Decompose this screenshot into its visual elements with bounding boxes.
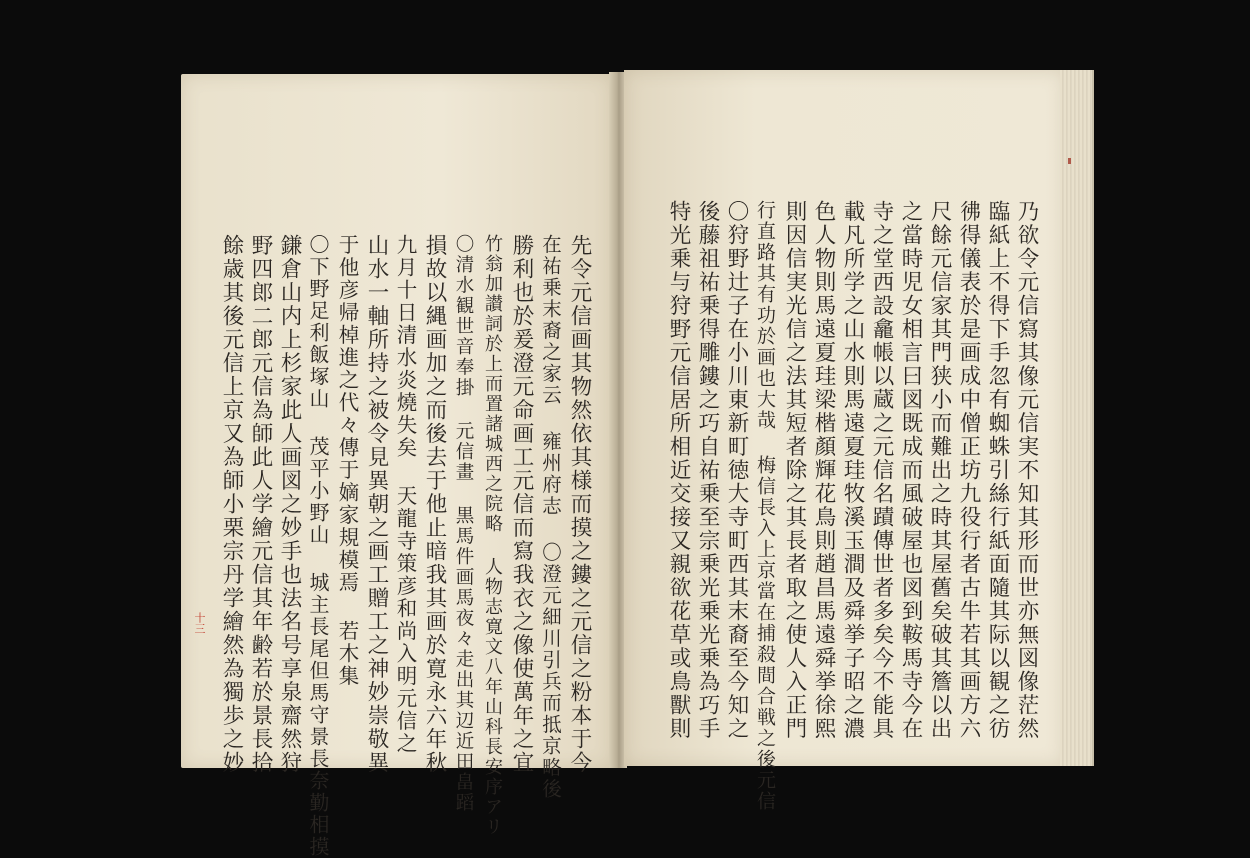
left-column-7: 九月十日清水炎燒失矣 天龍寺策彦和尚入明元信之 (393, 234, 417, 755)
right-column-1: 乃欲令元信寫其像元信実不知其形而世亦無図像茫然 (1014, 200, 1039, 741)
left-column-12: 野四郎二郎元信為師此人学繪元信其年齢若於景長拾 (248, 234, 273, 775)
right-column-11: 〇狩野辻子在小川東新町徳大寺町西其末裔至今知之 (724, 200, 749, 741)
right-column-6: 寺之堂西設龕帳以蔵之元信名蹟傳世者多矣今不能具 (869, 200, 894, 741)
right-column-4: 尺餘元信家其門狭小而難出之時其屋舊矣破其簷以出 (927, 200, 952, 741)
right-column-8: 色人物則馬遠夏珪梁楷顏輝花鳥則趙昌馬遠舜挙徐熙 (811, 200, 836, 741)
left-column-6: 損故以縄画加之而後去于他止暗我其画於寛永六年秋 (422, 234, 447, 775)
left-column-3: 勝利也於爰澄元命画工元信而寫我衣之像使萬年之宜 (509, 234, 534, 775)
left-column-9: 于他彦帰棹進之代々傳于嫡家規模焉 若木集 (335, 234, 359, 688)
right-column-13: 特光乗与狩野元信居所相近交接又親欲花草或鳥獸則 (666, 200, 691, 741)
right-column-10: 行直路其有功於画也大哉 梅信長入上京當在捕殺間合戦之後元信 (754, 200, 776, 812)
folio-mark: 十三 (193, 612, 206, 634)
left-column-5: 〇清水観世音奉掛 元信畫 黒馬件画馬夜々走出其辺近田畠蹈 (453, 234, 474, 813)
page-edges (1060, 70, 1094, 766)
left-column-11: 鎌倉山内上杉家此人画図之妙手也法名号享泉齋然狩 (277, 234, 302, 775)
right-column-7: 載凡所学之山水則馬遠夏珪牧溪玉澗及舜挙子昭之濃 (840, 200, 865, 741)
left-column-10: 〇下野足利飯塚山 茂平小野山 城主長尾但馬守景長奈勤相摸 (306, 234, 330, 858)
right-column-9: 則因信実光信之法其短者除之其長者取之使人入正門 (782, 200, 807, 741)
edge-mark (1068, 158, 1071, 164)
left-column-2: 在祐乗末裔之家云 雍州府志 〇澄元細川引兵而抵京略後 (539, 234, 562, 800)
right-column-3: 彿得儀表於是画成中僧正坊九役行者古牛若其画方六 (956, 200, 981, 741)
right-column-12: 後藤祖祐乗得雕鏤之巧自祐乗至宗乗光乗光乗為巧手 (695, 200, 720, 741)
left-column-1: 先令元信画其物然依其様而摸之鏤之元信之粉本于今 (567, 234, 592, 775)
right-column-5: 之當時児女相言曰図既成而風破屋也図到鞍馬寺今在 (898, 200, 923, 741)
right-column-2: 臨紙上不得下手忽有蜘蛛引絲行紙面隨其际以観之彷 (985, 200, 1010, 741)
left-column-13: 餘歳其後元信上京又為師小栗宗丹学繪然為獨歩之妙 (219, 234, 244, 775)
left-column-8: 山水一軸所持之被令見異朝之画工贈工之神妙崇敬異 (364, 234, 389, 775)
left-column-4: 竹翁加讃詞於上而置諸城西之院略 人物志寛文八年山科長安序アリ (482, 234, 503, 837)
